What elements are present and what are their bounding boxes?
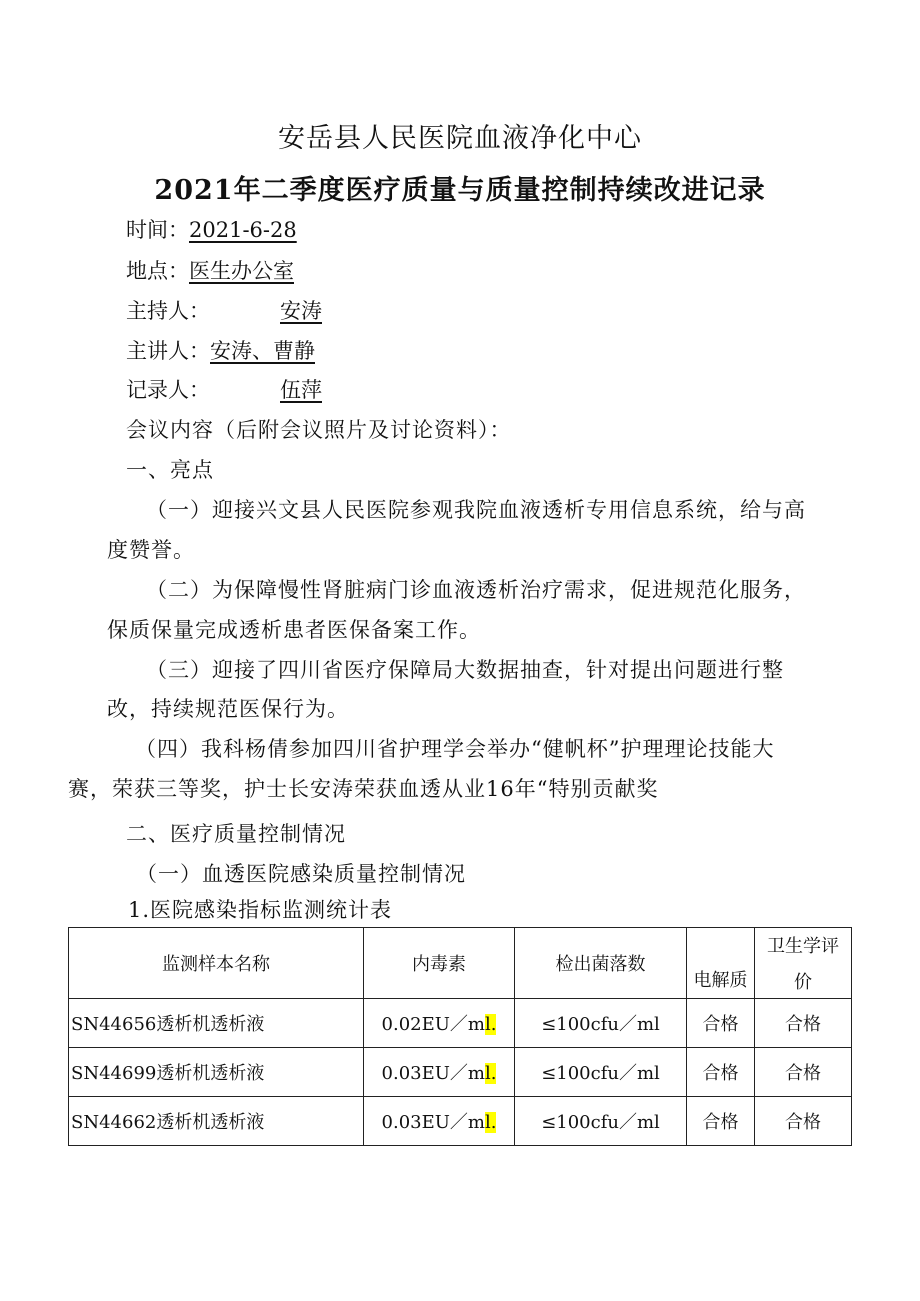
meeting-content-intro: 会议内容（后附会议照片及讨论资料）： (126, 418, 512, 442)
recorder-value: 伍萍 (280, 378, 322, 402)
endotoxin-value: 0.03EU／m (381, 1063, 485, 1084)
document-subtitle: 2021年二季度医疗质量与质量控制持续改进记录 (154, 175, 766, 206)
item2-line2: 保质保量完成透析患者医保备案工作。 (107, 618, 481, 642)
header-hygiene-evaluation-line1: 卫生学评 (767, 936, 839, 957)
row-colony: ≤100cfu／ml (515, 1048, 687, 1097)
meta-place (126, 255, 294, 285)
document-title: 安岳县人民医院血液净化中心 (278, 123, 642, 154)
row-sample-name: SN44699透析机透析液 (69, 1048, 364, 1097)
endotoxin-unit-highlight: l. (484, 1014, 497, 1035)
table-header-row (69, 928, 852, 999)
section-heading-highlights: 一、亮点 (126, 458, 214, 482)
meta-speaker (126, 335, 315, 365)
row-sample-name: SN44662透析机透析液 (69, 1097, 364, 1146)
item1-line2: 度赞誉。 (107, 538, 195, 562)
meta-recorder (126, 374, 322, 404)
row-colony: ≤100cfu／ml (515, 1097, 687, 1146)
place-label: 地点： (126, 259, 189, 283)
infection-monitoring-table (68, 927, 852, 1146)
section-heading-quality: 二、医疗质量控制情况 (126, 822, 346, 846)
endotoxin-value: 0.02EU／m (381, 1014, 485, 1035)
speaker-label: 主讲人： (126, 339, 210, 363)
row-endotoxin (364, 999, 515, 1048)
row-evaluation: 合格 (755, 1097, 852, 1146)
row-endotoxin (364, 1097, 515, 1146)
table-title: 1.医院感染指标监测统计表 (128, 898, 393, 922)
item4-line1: （四）我科杨倩参加四川省护理学会举办“健帆杯”护理理论技能大 (135, 737, 775, 761)
header-hygiene-evaluation-line2: 价 (794, 972, 812, 993)
speaker-value: 安涛、曹静 (210, 339, 315, 363)
meta-time (126, 214, 297, 244)
header-electrolyte: 电解质 (687, 928, 755, 999)
row-evaluation: 合格 (755, 1048, 852, 1097)
table-row (69, 999, 852, 1048)
host-label: 主持人： (126, 299, 210, 323)
header-colony-count: 检出菌落数 (515, 928, 687, 999)
header-sample-name: 监测样本名称 (69, 928, 364, 999)
item2-line1: （二）为保障慢性肾脏病门诊血液透析治疗需求，促进规范化服务， (146, 578, 806, 602)
time-value: 2021-6-28 (189, 218, 297, 242)
item4-line2: 赛，荣获三等奖，护士长安涛荣获血透从业16年“特别贡献奖 (68, 777, 659, 801)
item3-line2: 改，持续规范医保行为。 (107, 697, 349, 721)
row-endotoxin (364, 1048, 515, 1097)
row-electrolyte: 合格 (687, 1048, 755, 1097)
meta-host (126, 295, 322, 325)
row-sample-name: SN44656透析机透析液 (69, 999, 364, 1048)
endotoxin-value: 0.03EU／m (381, 1112, 485, 1133)
host-value: 安涛 (280, 299, 322, 323)
recorder-label: 记录人： (126, 378, 210, 402)
time-label: 时间： (126, 218, 189, 242)
item1-line1: （一）迎接兴文县人民医院参观我院血液透析专用信息系统，给与高 (146, 498, 806, 522)
endotoxin-unit-highlight: l. (484, 1063, 497, 1084)
row-electrolyte: 合格 (687, 1097, 755, 1146)
endotoxin-unit-highlight: l. (484, 1112, 497, 1133)
header-endotoxin: 内毒素 (364, 928, 515, 999)
item3-line1: （三）迎接了四川省医疗保障局大数据抽查，针对提出问题进行整 (146, 658, 784, 682)
row-evaluation: 合格 (755, 999, 852, 1048)
row-colony: ≤100cfu／ml (515, 999, 687, 1048)
subsection-infection-control: （一）血透医院感染质量控制情况 (136, 862, 466, 886)
table-row (69, 1097, 852, 1146)
row-electrolyte: 合格 (687, 999, 755, 1048)
table-row (69, 1048, 852, 1097)
header-hygiene-evaluation (755, 928, 852, 999)
place-value: 医生办公室 (189, 259, 294, 283)
